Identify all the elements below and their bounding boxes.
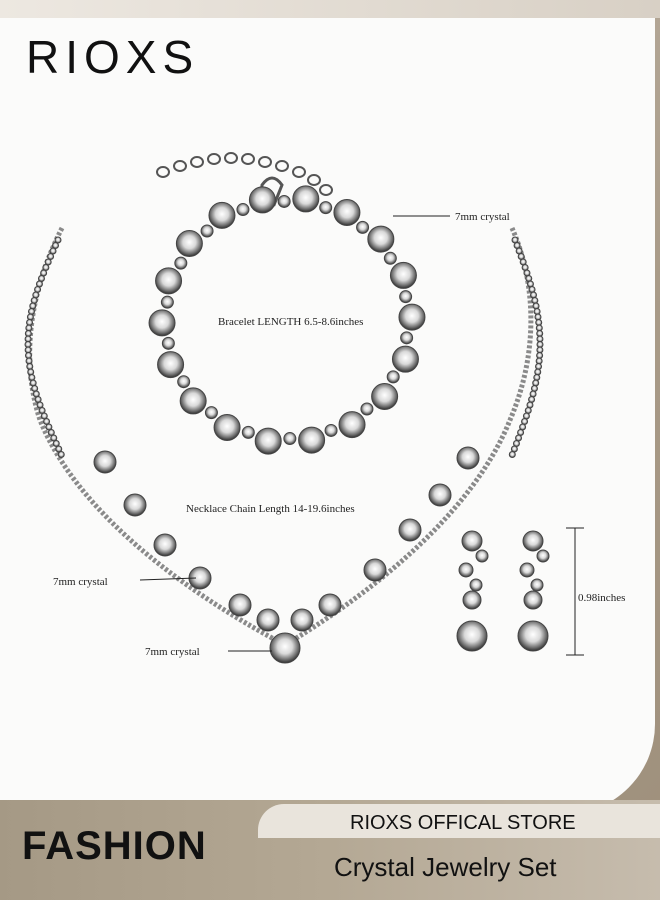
bracelet-crystal [180,388,206,414]
bracelet-crystal [372,384,398,410]
fashion-label: FASHION [22,824,207,868]
bracelet-crystal [399,304,425,330]
earring-crystal [520,563,534,577]
bracelet-small-crystal [175,257,187,269]
necklace-crystal [270,633,300,663]
bracelet-small-crystal [325,424,337,436]
bracelet-crystal-label: 7mm crystal [455,211,510,223]
bracelet-small-crystal [237,204,249,216]
necklace-crystal [364,559,386,581]
earring-crystal [463,591,481,609]
store-name: RIOXS OFFICAL STORE [350,812,576,834]
earring-drop-crystal [518,621,548,651]
bracelet-crystal [255,428,281,454]
bracelet-small-crystal [178,376,190,388]
bracelet-small-crystal [205,407,217,419]
necklace-crystal [319,594,341,616]
bracelet-small-crystal [242,426,254,438]
earrings [457,531,549,651]
bracelet-crystal [339,412,365,438]
necklace-crystal [154,534,176,556]
bracelet-small-crystal [278,195,290,207]
bracelet-crystal [214,415,240,441]
chain-stone [509,452,515,458]
bracelet-crystal [209,202,235,228]
earring-crystal [531,579,543,591]
bracelet-small-crystal [387,371,399,383]
chain-stone [27,314,33,320]
brand-logo: RIOXS [26,31,200,83]
bracelet-crystal [334,199,360,225]
necklace-crystal [229,594,251,616]
earring-size-label: 0.98inches [578,592,626,604]
bracelet-small-crystal [400,291,412,303]
bracelet-crystal [149,310,175,336]
bracelet-small-crystal [384,252,396,264]
chain-stone [534,375,540,381]
bracelet-crystal [158,352,184,378]
bracelet-crystal [293,186,319,212]
earring-drop-crystal [457,621,487,651]
necklace-crystal [94,451,116,473]
bracelet-length-label: Bracelet LENGTH 6.5-8.6inches [218,316,364,328]
bracelet-crystal [392,346,418,372]
chain-stone [28,369,34,375]
chain-stone [30,303,36,309]
bracelet-small-crystal [320,202,332,214]
bracelet-small-crystal [161,296,173,308]
bracelet-crystal [156,268,182,294]
earring-crystal [459,563,473,577]
pendant-crystal-label: 7mm crystal [145,646,200,658]
earring-crystal [524,591,542,609]
bracelet-small-crystal [357,221,369,233]
earring-crystal [470,579,482,591]
necklace-crystal [429,484,451,506]
chain-stone [27,364,33,370]
bracelet-crystal [368,226,394,252]
bracelet-small-crystal [162,337,174,349]
necklace-crystal [257,609,279,631]
bracelet-small-crystal [361,403,373,415]
earring-crystal [462,531,482,551]
necklace-crystal [291,609,313,631]
bracelet-crystal [299,427,325,453]
chain-stone [533,380,539,386]
necklace-length-label: Necklace Chain Length 14-19.6inches [186,503,355,515]
necklace-crystal [124,494,146,516]
chain-stone [534,309,540,315]
bracelet-crystal [176,230,202,256]
bracelet-small-crystal [284,433,296,445]
necklace-crystal [457,447,479,469]
bracelet-small-crystal [201,225,213,237]
bracelet-crystal [249,187,275,213]
bracelet-crystal [390,262,416,288]
bracelet-small-crystal [401,332,413,344]
necklace-crystal-label: 7mm crystal [53,576,108,588]
chain-stone [58,452,64,458]
necklace-crystal [399,519,421,541]
earring-crystal [537,550,549,562]
earring-crystal [523,531,543,551]
chain-stone [535,369,541,375]
chain-stone [532,298,538,304]
product-title: Crystal Jewelry Set [334,852,557,882]
chain-stone [533,303,539,309]
chain-stone [28,309,34,315]
earring-crystal [476,550,488,562]
